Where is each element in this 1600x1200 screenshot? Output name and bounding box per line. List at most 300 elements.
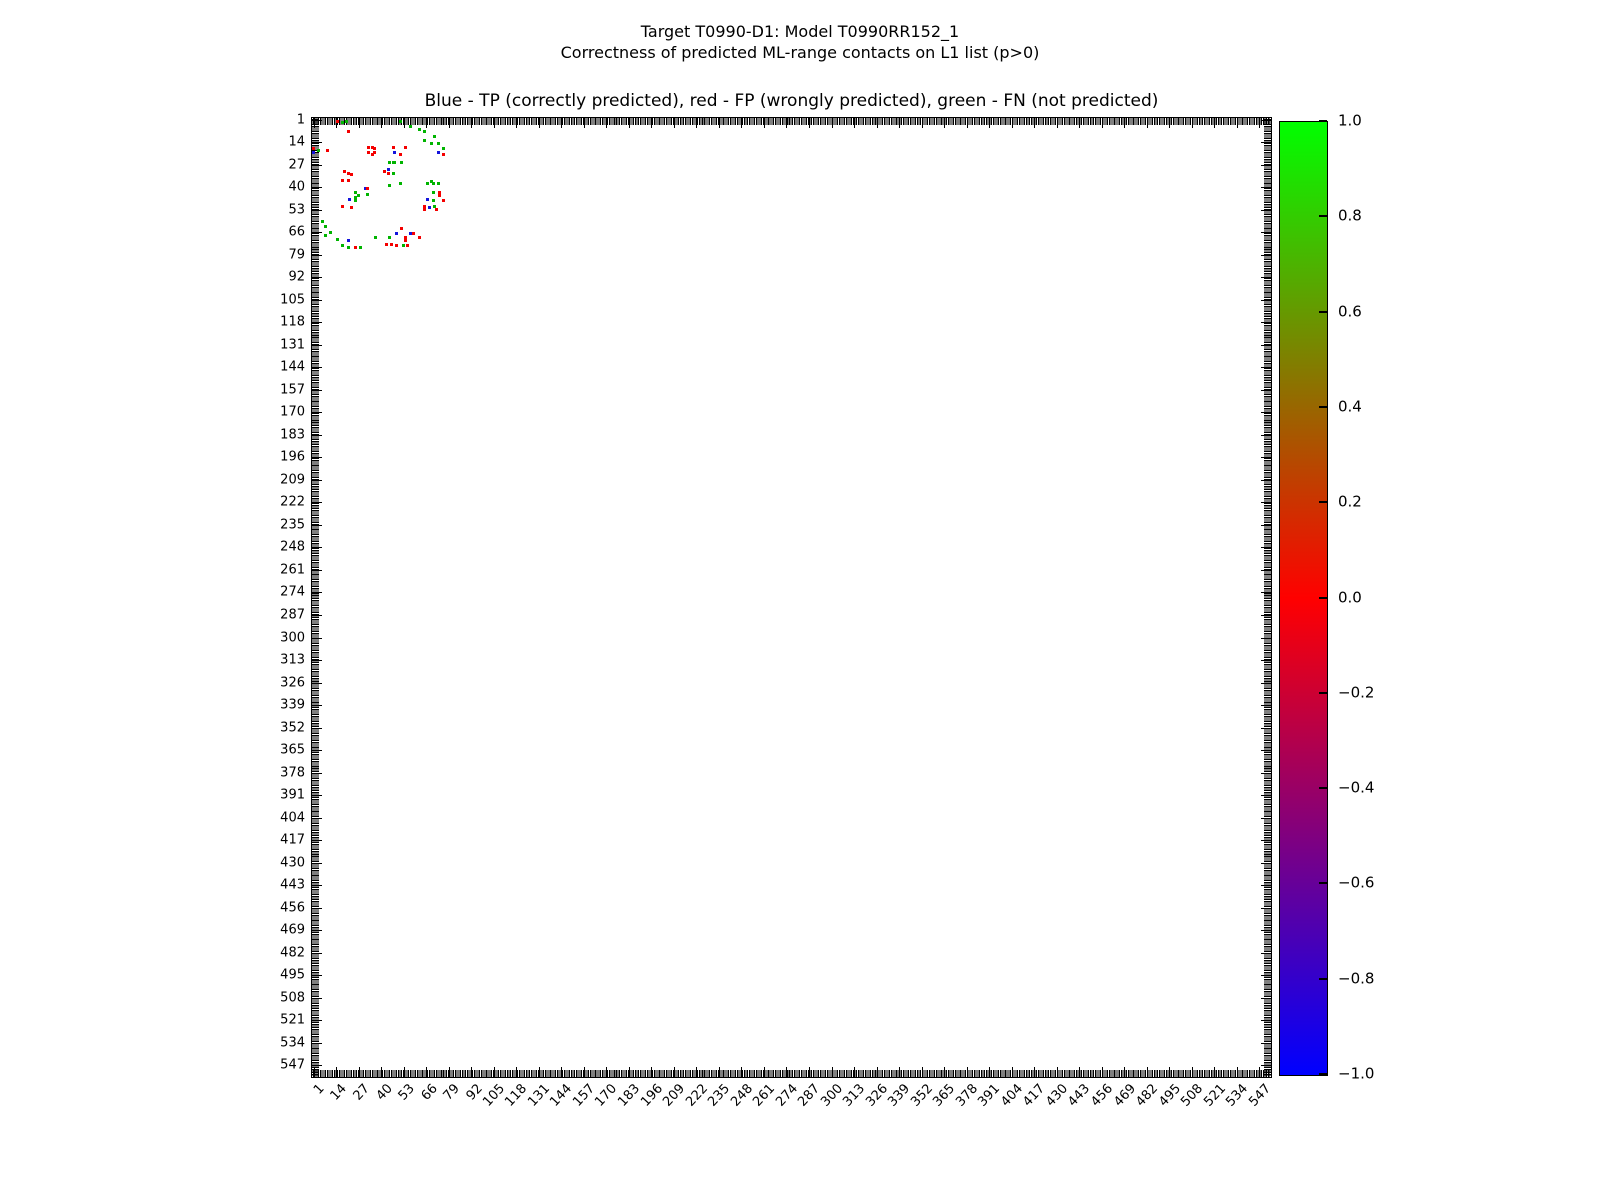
y-major-tick (1261, 1043, 1271, 1044)
scatter-point (433, 205, 436, 208)
scatter-point (404, 239, 407, 242)
y-major-tick (1261, 1065, 1271, 1066)
y-major-tick (1261, 165, 1271, 166)
x-major-tick (651, 1067, 652, 1077)
y-major-tick (312, 683, 322, 684)
colorbar (1279, 121, 1328, 1076)
y-major-tick (1261, 840, 1271, 841)
y-major-tick (312, 863, 322, 864)
x-tick-label: 313 (840, 1081, 869, 1110)
scatter-point (399, 182, 402, 185)
x-tick-label: 521 (1200, 1081, 1229, 1110)
x-major-tick (359, 1067, 360, 1077)
x-tick-label: 248 (727, 1081, 756, 1110)
y-tick-label: 469 (280, 922, 305, 938)
x-major-tick (854, 1067, 855, 1077)
colorbar-tick (1319, 978, 1327, 980)
x-major-tick (359, 118, 360, 128)
x-tick-label: 79 (440, 1081, 463, 1104)
x-major-tick (606, 1067, 607, 1077)
y-major-tick (1261, 547, 1271, 548)
y-major-tick (312, 705, 322, 706)
x-tick-label: 391 (975, 1081, 1004, 1110)
x-tick-label: 235 (705, 1081, 734, 1110)
minor-ticks-right (1264, 119, 1271, 1076)
scatter-point (324, 234, 327, 237)
y-major-tick (1261, 210, 1271, 211)
y-major-tick (312, 930, 322, 931)
y-major-tick (1261, 120, 1271, 121)
x-major-tick (336, 1067, 337, 1077)
x-tick-label: 339 (885, 1081, 914, 1110)
y-tick-label: 443 (280, 877, 305, 893)
y-tick-label: 287 (280, 607, 305, 623)
y-tick-label: 300 (280, 630, 305, 646)
x-major-tick (944, 1067, 945, 1077)
y-tick-label: 352 (280, 720, 305, 736)
scatter-point (423, 208, 426, 211)
colorbar-tick (1319, 120, 1327, 122)
y-tick-label: 417 (280, 832, 305, 848)
scatter-point (406, 244, 409, 247)
x-major-tick (1169, 1067, 1170, 1077)
colorbar-tick (1319, 1073, 1327, 1075)
x-major-tick (516, 1067, 517, 1077)
y-tick-label: 430 (280, 855, 305, 871)
x-major-tick (764, 118, 765, 128)
x-major-tick (1237, 1067, 1238, 1077)
y-major-tick (1261, 818, 1271, 819)
x-major-tick (539, 1067, 540, 1077)
y-major-tick (312, 525, 322, 526)
x-tick-label: 287 (795, 1081, 824, 1110)
scatter-point (423, 139, 426, 142)
scatter-point (374, 236, 377, 239)
x-tick-label: 40 (373, 1081, 396, 1104)
y-tick-label: 92 (288, 269, 305, 285)
x-major-tick (1237, 118, 1238, 128)
y-tick-label: 79 (288, 247, 305, 263)
x-major-tick (1124, 1067, 1125, 1077)
scatter-point (400, 161, 403, 164)
colorbar-tick-label: 0.6 (1338, 302, 1362, 321)
y-major-tick (1261, 570, 1271, 571)
x-tick-label: 456 (1088, 1081, 1117, 1110)
x-tick-label: 430 (1043, 1081, 1072, 1110)
colorbar-tick-label: −0.6 (1338, 873, 1375, 892)
y-major-tick (312, 773, 322, 774)
x-major-tick (449, 1067, 450, 1077)
x-tick-label: 157 (570, 1081, 599, 1110)
x-major-tick (471, 118, 472, 128)
x-major-tick (1169, 118, 1170, 128)
x-major-tick (967, 1067, 968, 1077)
x-major-tick (1102, 1067, 1103, 1077)
y-major-tick (312, 1020, 322, 1021)
scatter-point (392, 172, 395, 175)
x-major-tick (584, 1067, 585, 1077)
x-tick-label: 196 (637, 1081, 666, 1110)
y-major-tick (312, 232, 322, 233)
y-major-tick (312, 390, 322, 391)
y-major-tick (312, 570, 322, 571)
x-major-tick (1079, 118, 1080, 128)
y-tick-label: 66 (288, 224, 305, 240)
x-tick-label: 105 (480, 1081, 508, 1110)
y-tick-label: 547 (280, 1057, 305, 1073)
y-major-tick (312, 885, 322, 886)
scatter-point (336, 120, 339, 123)
x-major-tick (1057, 1067, 1058, 1077)
y-tick-label: 326 (280, 675, 305, 691)
y-major-tick (312, 638, 322, 639)
scatter-point (430, 142, 433, 145)
x-major-tick (381, 1067, 382, 1077)
x-tick-label: 92 (463, 1081, 486, 1104)
x-tick-label: 482 (1133, 1081, 1162, 1110)
x-major-tick (989, 118, 990, 128)
y-major-tick (1261, 705, 1271, 706)
y-major-tick (1261, 435, 1271, 436)
y-major-tick (1261, 277, 1271, 278)
scatter-point (395, 232, 398, 235)
colorbar-tick (1319, 597, 1327, 599)
y-major-tick (1261, 592, 1271, 593)
colorbar-tick-label: −0.2 (1338, 683, 1375, 702)
y-major-tick (312, 435, 322, 436)
colorbar-tick-label: −0.8 (1338, 969, 1375, 988)
x-major-tick (1012, 1067, 1013, 1077)
scatter-point (393, 151, 396, 154)
y-major-tick (312, 1043, 322, 1044)
minor-ticks-top (313, 118, 1270, 125)
x-tick-label: 27 (350, 1081, 373, 1104)
y-major-tick (1261, 142, 1271, 143)
x-tick-label: 183 (615, 1081, 644, 1110)
y-tick-label: 521 (280, 1012, 305, 1028)
x-major-tick (1192, 118, 1193, 128)
colorbar-tick (1319, 215, 1327, 217)
y-major-tick (312, 142, 322, 143)
y-major-tick (312, 457, 322, 458)
scatter-point (347, 239, 350, 242)
scatter-point (395, 244, 398, 247)
colorbar-tick (1319, 406, 1327, 408)
y-tick-label: 248 (280, 539, 305, 555)
scatter-point (326, 149, 329, 152)
y-major-tick (312, 728, 322, 729)
scatter-point (438, 194, 441, 197)
scatter-point (385, 243, 388, 246)
y-major-tick (1261, 638, 1271, 639)
scatter-point (336, 238, 339, 241)
x-major-tick (449, 118, 450, 128)
y-major-tick (1261, 750, 1271, 751)
y-major-tick (312, 412, 322, 413)
scatter-point (437, 142, 440, 145)
x-tick-label: 534 (1223, 1081, 1252, 1110)
x-tick-label: 508 (1178, 1081, 1207, 1110)
x-major-tick (1034, 118, 1035, 128)
y-major-tick (312, 120, 322, 121)
y-tick-label: 157 (280, 382, 305, 398)
axes-title: Blue - TP (correctly predicted), red - FP (wrongly predicted), green - FN (not predicted) (424, 91, 1159, 111)
colorbar-gradient (1280, 122, 1327, 1075)
contact-map-plot-area (311, 117, 1272, 1078)
x-major-tick (674, 118, 675, 128)
x-tick-label: 53 (395, 1081, 418, 1104)
scatter-point (312, 147, 315, 150)
x-major-tick (494, 118, 495, 128)
y-major-tick (312, 750, 322, 751)
scatter-point (442, 153, 445, 156)
x-major-tick (381, 118, 382, 128)
y-major-tick (312, 1065, 322, 1066)
y-tick-label: 261 (280, 562, 305, 578)
scatter-point (317, 149, 320, 152)
x-major-tick (1057, 118, 1058, 128)
colorbar-tick-label: 0.0 (1338, 588, 1362, 606)
y-tick-label: 482 (280, 945, 305, 961)
figure-suptitle-line2: Correctness of predicted ML-range contacts on L1 list (p>0) (560, 43, 1040, 62)
y-major-tick (312, 322, 322, 323)
y-major-tick (1261, 728, 1271, 729)
scatter-point (412, 232, 415, 235)
y-tick-label: 40 (288, 179, 305, 195)
colorbar-tick (1319, 787, 1327, 789)
scatter-point (428, 206, 431, 209)
colorbar-tick (1319, 311, 1327, 313)
x-major-tick (696, 1067, 697, 1077)
x-major-tick (809, 118, 810, 128)
x-major-tick (741, 118, 742, 128)
x-tick-label: 469 (1110, 1081, 1139, 1110)
x-tick-label: 170 (592, 1081, 621, 1110)
scatter-point (388, 184, 391, 187)
x-tick-label: 365 (930, 1081, 959, 1110)
scatter-point (404, 146, 407, 149)
x-tick-label: 118 (502, 1081, 531, 1110)
y-tick-label: 131 (280, 337, 305, 353)
scatter-point (345, 120, 348, 123)
x-major-tick (877, 1067, 878, 1077)
x-major-tick (561, 1067, 562, 1077)
x-major-tick (426, 118, 427, 128)
x-tick-label: 443 (1065, 1081, 1094, 1110)
y-tick-label: 118 (280, 314, 305, 330)
x-tick-label: 131 (525, 1081, 553, 1110)
y-major-tick (312, 953, 322, 954)
y-major-tick (312, 818, 322, 819)
x-tick-label: 144 (547, 1081, 576, 1110)
colorbar-tick-label: −0.4 (1338, 778, 1375, 797)
x-major-tick (561, 118, 562, 128)
y-major-tick (312, 908, 322, 909)
y-major-tick (1261, 773, 1271, 774)
y-tick-label: 183 (280, 427, 305, 443)
minor-ticks-left (312, 119, 319, 1076)
scatter-point (354, 199, 357, 202)
y-major-tick (1261, 885, 1271, 886)
x-major-tick (1147, 1067, 1148, 1077)
x-major-tick (741, 1067, 742, 1077)
scatter-point (329, 231, 332, 234)
scatter-point (418, 236, 421, 239)
x-major-tick (314, 1067, 315, 1077)
x-major-tick (426, 1067, 427, 1077)
x-major-tick (674, 1067, 675, 1077)
scatter-point (442, 147, 445, 150)
y-major-tick (312, 300, 322, 301)
figure-suptitle-line1: Target T0990-D1: Model T0990RR152_1 (640, 22, 960, 41)
x-major-tick (696, 118, 697, 128)
x-tick-label: 326 (862, 1081, 891, 1110)
scatter-point (359, 246, 362, 249)
x-major-tick (584, 118, 585, 128)
scatter-point (357, 194, 360, 197)
x-major-tick (539, 118, 540, 128)
scatter-point (390, 243, 393, 246)
y-major-tick (312, 367, 322, 368)
y-major-tick (312, 255, 322, 256)
x-major-tick (651, 118, 652, 128)
y-major-tick (1261, 457, 1271, 458)
y-major-tick (312, 210, 322, 211)
y-major-tick (312, 480, 322, 481)
x-major-tick (854, 118, 855, 128)
x-major-tick (1124, 118, 1125, 128)
y-major-tick (1261, 930, 1271, 931)
scatter-point (366, 193, 369, 196)
y-major-tick (312, 345, 322, 346)
x-major-tick (922, 118, 923, 128)
x-major-tick (1259, 118, 1260, 128)
colorbar-tick-label: 1.0 (1338, 111, 1362, 130)
scatter-point (399, 153, 402, 156)
x-major-tick (786, 118, 787, 128)
y-major-tick (312, 165, 322, 166)
x-major-tick (877, 118, 878, 128)
scatter-point (393, 161, 396, 164)
minor-ticks-bottom (313, 1070, 1270, 1077)
colorbar-tick (1319, 692, 1327, 694)
y-major-tick (1261, 390, 1271, 391)
colorbar-tick-label: 0.2 (1338, 492, 1362, 511)
scatter-point (373, 151, 376, 154)
scatter-point (400, 227, 403, 230)
y-major-tick (1261, 255, 1271, 256)
scatter-point (432, 199, 435, 202)
y-tick-label: 508 (280, 990, 305, 1006)
scatter-point (433, 135, 436, 138)
y-tick-label: 196 (280, 449, 305, 465)
y-major-tick (1261, 525, 1271, 526)
x-tick-label: 404 (998, 1081, 1026, 1110)
x-major-tick (719, 118, 720, 128)
scatter-point (426, 198, 429, 201)
y-tick-label: 53 (288, 202, 305, 218)
scatter-point (423, 130, 426, 133)
x-major-tick (832, 118, 833, 128)
y-tick-label: 235 (280, 517, 305, 533)
x-major-tick (832, 1067, 833, 1077)
colorbar-tick-label: 0.4 (1338, 397, 1362, 416)
scatter-point (442, 199, 445, 202)
scatter-point (347, 130, 350, 133)
x-tick-label: 14 (328, 1081, 351, 1104)
y-major-tick (312, 998, 322, 999)
x-major-tick (809, 1067, 810, 1077)
x-major-tick (1192, 1067, 1193, 1077)
x-major-tick (922, 1067, 923, 1077)
x-major-tick (786, 1067, 787, 1077)
scatter-point (366, 187, 369, 190)
y-tick-label: 144 (280, 359, 305, 375)
y-tick-label: 313 (280, 652, 305, 668)
y-tick-label: 495 (280, 967, 305, 983)
x-major-tick (989, 1067, 990, 1077)
y-major-tick (312, 795, 322, 796)
y-tick-label: 1 (296, 112, 305, 127)
x-major-tick (899, 118, 900, 128)
y-major-tick (1261, 863, 1271, 864)
x-tick-label: 300 (817, 1081, 846, 1110)
scatter-point (341, 205, 344, 208)
x-major-tick (1214, 118, 1215, 128)
scatter-point (402, 244, 405, 247)
scatter-point (392, 146, 395, 149)
scatter-point (399, 120, 402, 123)
y-major-tick (1261, 412, 1271, 413)
y-tick-label: 404 (280, 810, 305, 826)
y-major-tick (1261, 322, 1271, 323)
x-tick-label: 261 (750, 1081, 779, 1110)
y-major-tick (1261, 232, 1271, 233)
x-tick-label: 547 (1245, 1081, 1274, 1110)
x-tick-label: 66 (418, 1081, 441, 1104)
colorbar-tick-label: −1.0 (1338, 1064, 1375, 1083)
scatter-point (426, 182, 429, 185)
scatter-point (350, 206, 353, 209)
y-tick-label: 339 (280, 697, 305, 713)
scatter-point (409, 125, 412, 128)
x-major-tick (1259, 1067, 1260, 1077)
x-major-tick (1079, 1067, 1080, 1077)
y-major-tick (1261, 795, 1271, 796)
x-major-tick (1034, 1067, 1035, 1077)
x-major-tick (1012, 118, 1013, 128)
x-major-tick (764, 1067, 765, 1077)
x-major-tick (606, 118, 607, 128)
y-major-tick (1261, 998, 1271, 999)
y-tick-label: 105 (280, 292, 305, 308)
x-tick-label: 417 (1020, 1081, 1049, 1110)
x-tick-label: 378 (953, 1081, 981, 1110)
x-major-tick (899, 1067, 900, 1077)
scatter-point (324, 225, 327, 228)
y-major-tick (312, 502, 322, 503)
y-major-tick (1261, 975, 1271, 976)
y-major-tick (312, 660, 322, 661)
colorbar-tick (1319, 882, 1327, 884)
colorbar-tick (1319, 501, 1327, 503)
y-major-tick (1261, 615, 1271, 616)
y-tick-label: 222 (280, 494, 305, 510)
scatter-point (387, 172, 390, 175)
scatter-point (432, 182, 435, 185)
x-major-tick (629, 1067, 630, 1077)
scatter-point (341, 244, 344, 247)
